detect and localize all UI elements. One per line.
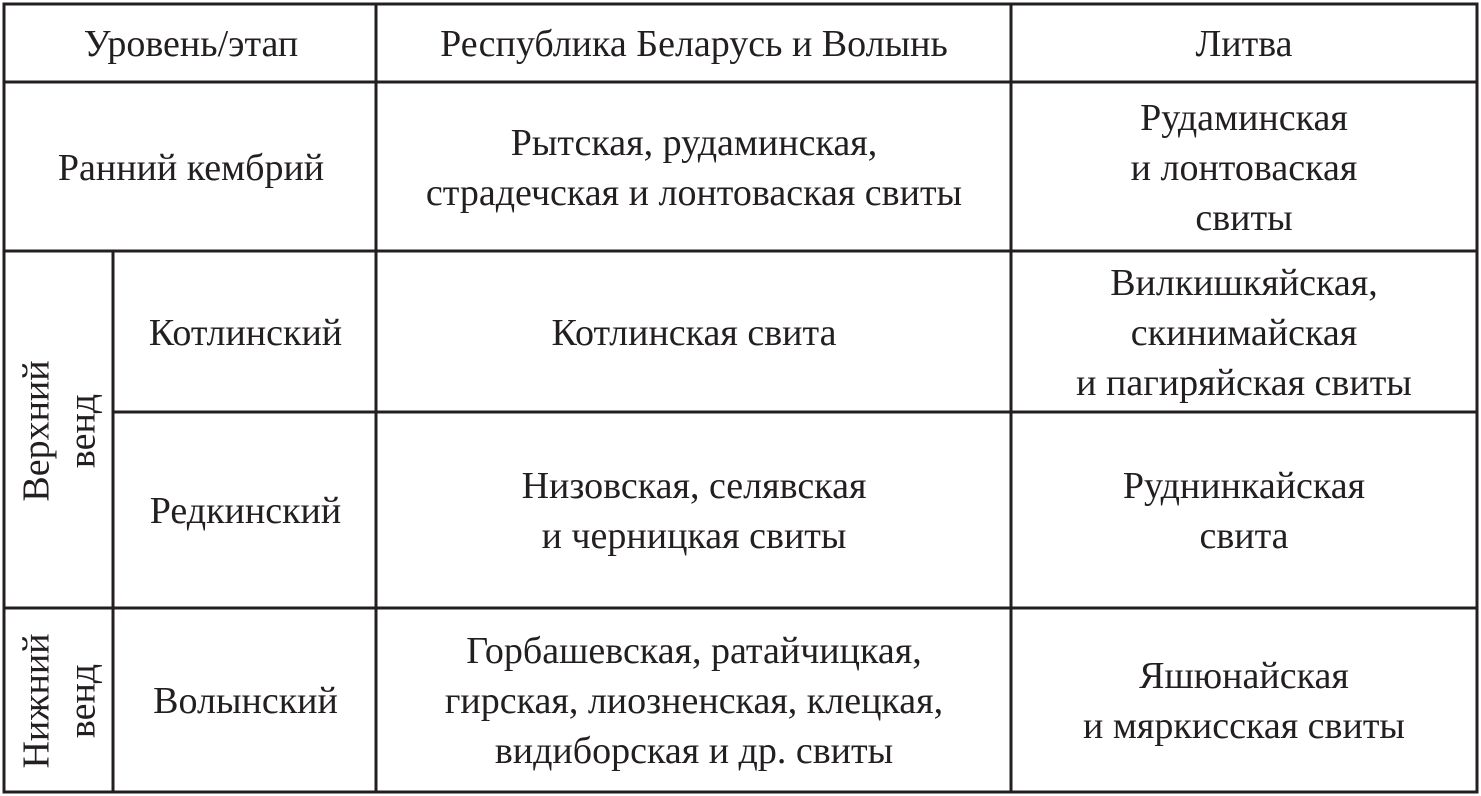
belarus-early-cambrian: Рытская, рудаминская, страдечская и лонтоваская свиты bbox=[425, 121, 963, 214]
group-lower-vendian-label: Нижний венд bbox=[15, 632, 104, 769]
group-upper-vendian-label: Верхний венд bbox=[15, 359, 104, 502]
stage-redkino: Редкинский bbox=[149, 490, 342, 532]
group-lower-vendian bbox=[6, 610, 113, 791]
lithuania-redkino: Руднинкайская свита bbox=[1122, 465, 1366, 557]
lithuania-early-cambrian: Рудаминская и лонтоваская свиты bbox=[1130, 96, 1358, 239]
header-lithuania: Литва bbox=[1195, 23, 1293, 65]
header-belarus-volyn: Республика Беларусь и Волынь bbox=[440, 23, 948, 65]
header-level-stage: Уровень/этап bbox=[83, 23, 299, 65]
belarus-volyn: Горбашевская, ратайчицкая, гирская, лиозненская, клецкая, видиборская и др. свиты bbox=[444, 629, 944, 772]
belarus-kotlin: Котлинская свита bbox=[551, 311, 837, 354]
stage-early-cambrian: Ранний кембрий bbox=[57, 146, 325, 189]
belarus-redkino: Низовская, селявская и черницкая свиты bbox=[521, 465, 867, 557]
lithuania-kotlin: Вилкишкяйская, скинимайская и пагиряйская свиты bbox=[1076, 261, 1412, 404]
stage-kotlin: Котлинский bbox=[148, 311, 343, 354]
lithuania-volyn: Яшюнайская и мяркисская свиты bbox=[1083, 654, 1405, 747]
stage-volyn: Волынский bbox=[153, 679, 338, 722]
group-upper-vendian bbox=[6, 253, 113, 608]
